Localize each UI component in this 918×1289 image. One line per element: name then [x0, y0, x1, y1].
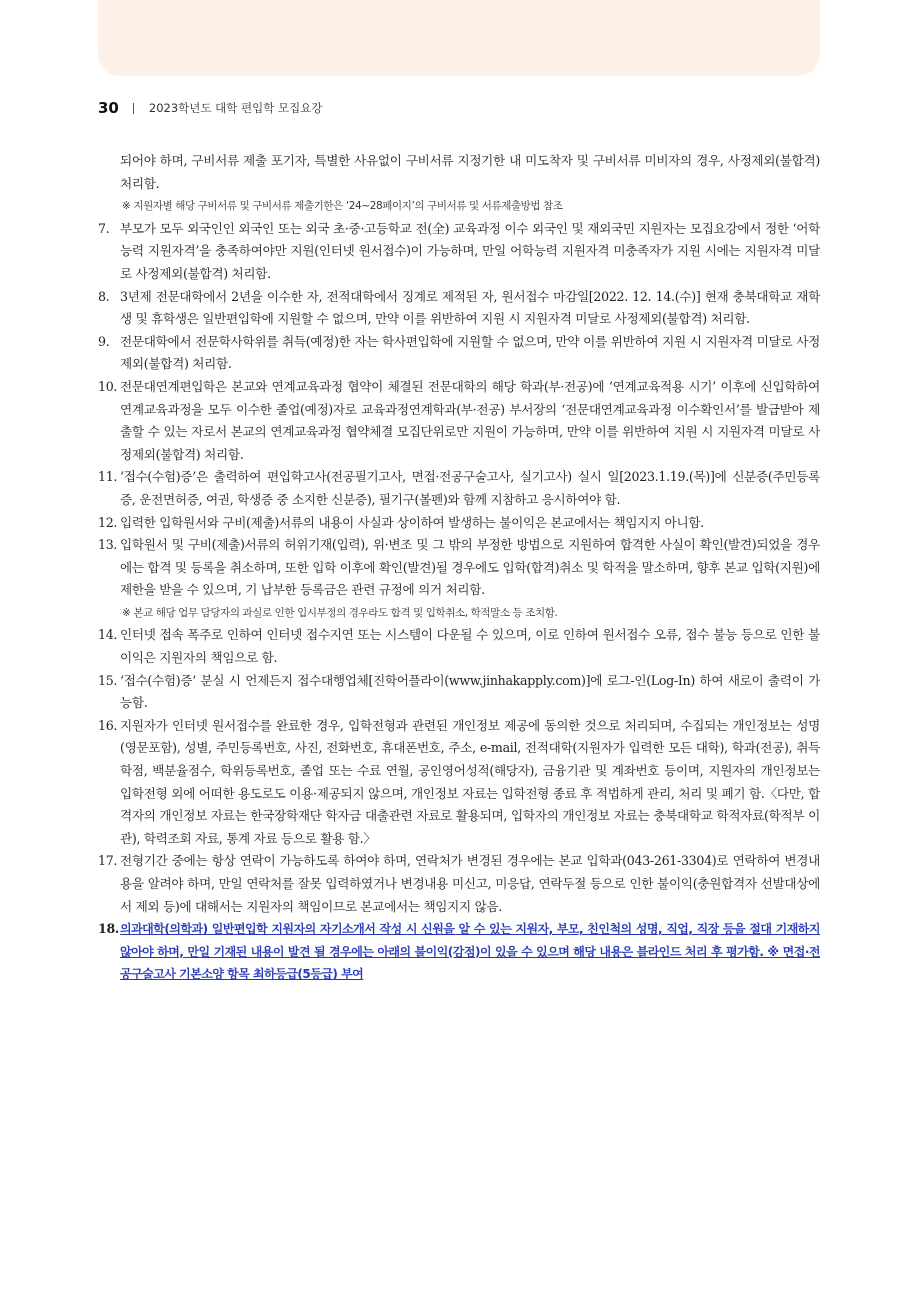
list-item-16 — [98, 715, 820, 851]
item-text-highlighted: 의과대학(의학과) 일반편입학 지원자의 자기소개서 작성 시 신원을 알 수 있는 지원자, 부모, 친인척의 성명, 직업, 직장 등을 절대 기재하지 않아야 하며, 만일 기재된 내용이 발견 될 경우에는 아래의 불이익(감점)이 있을 수 있으며 해당 내용은 블라인드 처리 후 평가함. ※ 면접·전공구술고사 기본소양 항목 최하등급(5등급) 부여 — [120, 922, 820, 982]
list-item-12 — [98, 512, 820, 535]
item-number: 13. — [98, 537, 118, 553]
item-number: 16. — [98, 717, 118, 733]
item-number: 18. — [98, 921, 120, 937]
item-number: 11. — [98, 469, 118, 485]
item-number: 15. — [98, 672, 118, 688]
list-item-18-highlighted — [98, 918, 820, 986]
list-item-7 — [98, 218, 820, 286]
item-number: 7. — [98, 220, 110, 236]
list-item-14 — [98, 624, 820, 669]
item-number: 8. — [98, 288, 110, 304]
list-item-10 — [98, 376, 820, 466]
item-text: 지원자가 인터넷 원서접수를 완료한 경우, 입학전형과 관련된 개인정보 제공에 동의한 것으로 처리되며, 수집되는 개인정보는 성명(영문포함), 성별, 주민등록번호, 사진, 전화번호, 휴대폰번호, 주소, e-mail, 전적대학(지원자가 입력한 모든 대학), 학과(전공), 취득학점, 백분율점수, 학위등록번호, 졸업 또는 수료 연월, 공인영어성적(해당자), 금융기관 및 계좌번호 등이며, 지원자의 개인정보는 입학전형 외에 어떠한 용도로도 이용·제공되지 않으며, 개인정보 자료는 입학전형 종료 후 적법하게 관리, 처리 및 폐기 함.〈다만, 합격자의 개인정보 자료는 한국장학재단 학자금 대출관련 자료로 활용되며, 입학자의 개인정보 자료는 충북대학교 학적자료(학적부 이관), 학력조회 자료, 통계 자료 등으로 활용 함.〉 — [120, 717, 820, 846]
document-body — [98, 150, 820, 986]
page-number: 30 — [98, 99, 119, 117]
list-item-8 — [98, 286, 820, 331]
item-text: 부모가 모두 외국인인 외국인 또는 외국 초·중·고등학교 전(全) 교육과정 이수 외국인 및 재외국민 지원자는 모집요강에서 정한 ‘어학능력 지원자격’을 충족하여야만 지원(인터넷 원서접수)이 가능하며, 만일 어학능력 지원자격 미충족자가 지원 시에는 지원자격 미달로 사정제외(불합격) 처리함. — [120, 220, 820, 281]
item-number: 12. — [98, 514, 118, 530]
item-text: 입학원서 및 구비(제출)서류의 허위기재(입력), 위·변조 및 그 밖의 부정한 방법으로 지원하여 합격한 사실이 확인(발견)되었을 경우에는 합격 및 등록을 취소하며, 또한 입학 이후에 확인(발견)될 경우에도 입학(합격)취소 및 학적을 말소하며, 향후 본교 입학(지원)에 제한을 받을 수 있으며, 기 납부한 등록금은 관련 규정에 의거 처리함. — [120, 537, 820, 598]
list-item-15 — [98, 670, 820, 715]
item-text: 인터넷 접속 폭주로 인하여 인터넷 접수지연 또는 시스템이 다운될 수 있으며, 이로 인하여 원서접수 오류, 접수 불능 등으로 인한 불이익은 지원자의 책임으로 함. — [120, 627, 820, 666]
item-text: 3년제 전문대학에서 2년을 이수한 자, 전적대학에서 징계로 제적된 자, 원서접수 마감일[2022. 12. 14.(수)] 현재 충북대학교 재학생 및 휴학생은 일반편입학에 지원할 수 없으며, 만약 이를 위반하여 지원 시 지원자격 미달로 사정제외(불합격) 처리함. — [120, 288, 820, 327]
item-number: 14. — [98, 627, 118, 643]
item-text: 전문대연계편입학은 본교와 연계교육과정 협약이 체결된 전문대학의 해당 학과(부·전공)에 ‘연계교육적용 시기’ 이후에 신입학하여 연계교육과정을 모두 이수한 졸업(예정)자로 교육과정연계학과(부·전공) 부서장의 ‘전문대연계교육과정 이수확인서’를 발급받아 제출할 수 있는 자로서 본교의 연계교육과정 협약체결 모집단위로만 지원이 가능하며, 만약 이를 위반하여 지원 시 지원자격 미달로 사정제외(불합격) 처리함. — [120, 378, 820, 462]
item-text: 전형기간 중에는 항상 연락이 가능하도록 하여야 하며, 연락처가 변경된 경우에는 본교 입학과(043-261-3304)로 연락하여 변경내용을 알려야 하며, 만일 연락처를 잘못 입력하였거나 변경내용 미신고, 미응답, 연락두절 등으로 인한 불이익(충원합격자 선발대상에서 제외 등)에 대해서는 지원자의 책임이므로 본교에서는 책임지지 않음. — [120, 853, 820, 914]
item-text: 입력한 입학원서와 구비(제출)서류의 내용이 사실과 상이하여 발생하는 불이익은 본교에서는 책임지지 아니함. — [120, 514, 704, 530]
top-decorative-band — [98, 0, 820, 76]
header-title: 2023학년도 대학 편입학 모집요강 — [148, 101, 323, 115]
page-header — [98, 97, 322, 119]
list-item-13 — [98, 534, 820, 602]
lead-note: ※ 지원자별 해당 구비서류 및 구비서류 제출기한은 ‘24~28페이지’의 구비서류 및 서류제출방법 참조 — [122, 200, 563, 213]
item-text: 전문대학에서 전문학사학위를 취득(예정)한 자는 학사편입학에 지원할 수 없으며, 만약 이를 위반하여 지원 시 지원자격 미달로 사정제외(불합격) 처리함. — [120, 333, 820, 372]
lead-paragraph: 되어야 하며, 구비서류 제출 포기자, 특별한 사유없이 구비서류 지정기한 내 미도착자 및 구비서류 미비자의 경우, 사정제외(불합격) 처리함. — [120, 153, 820, 191]
item-13-note: ※ 본교 해당 업무 담당자의 과실로 인한 입시부정의 경우라도 합격 및 입학취소, 학적말소 등 조치함. — [122, 606, 558, 619]
list-item-9 — [98, 331, 820, 376]
list-item-17 — [98, 850, 820, 918]
item-number: 10. — [98, 378, 118, 394]
item-number: 9. — [98, 333, 110, 349]
item-text: ‘접수(수험)증’ 분실 시 언제든지 접수대행업체[진학어플라이(www.jinhakapply.com)]에 로그-인(Log-In) 하여 새로이 출력이 가능함. — [120, 672, 820, 711]
header-divider — [133, 103, 134, 114]
list-item-11 — [98, 466, 820, 511]
item-text: ‘접수(수험)증’은 출력하여 편입학고사(전공필기고사, 면접·전공구술고사, 실기고사) 실시 일[2023.1.19.(목)]에 신분증(주민등록증, 운전면허증, 여권, 학생증 중 소지한 신분증), 필기구(볼펜)와 함께 지참하고 응시하여야 함. — [120, 469, 820, 507]
item-number: 17. — [98, 853, 118, 869]
